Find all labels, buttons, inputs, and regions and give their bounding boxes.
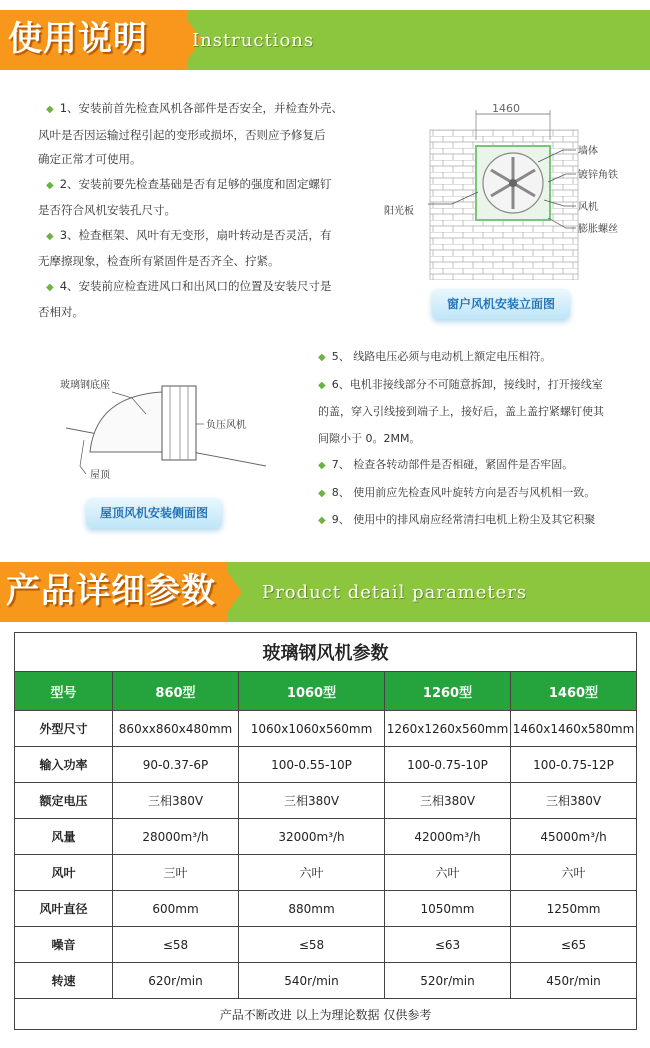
table-cell: 32000m³/h xyxy=(239,819,385,855)
table-row xyxy=(15,783,637,819)
instruction-item xyxy=(318,507,648,535)
instruction-line: 确定正常才可使用。 xyxy=(38,152,142,166)
header-cell: 1060型 xyxy=(239,672,385,711)
diamond-bullet-icon: ◆ xyxy=(318,487,326,499)
table-title-row xyxy=(15,633,637,672)
instruction-line: 4、安装前应检查进风口和出风口的位置及安装尺寸是 xyxy=(59,278,332,293)
label-base: 玻璃钢底座 xyxy=(60,380,110,391)
table-row xyxy=(15,711,637,747)
fan-hood-shape xyxy=(90,392,162,452)
table-cell: 三相380V xyxy=(511,783,637,819)
instruction-item xyxy=(318,372,648,453)
label-wall: 墙体 xyxy=(578,146,598,157)
table-cell: 三叶 xyxy=(113,855,239,891)
instruction-line: 5、 线路电压必须与电动机上额定电压相符。 xyxy=(331,350,552,363)
window-diagram-caption: 窗户风机安装立面图 xyxy=(432,289,570,319)
label-sunshade: 阳光板 xyxy=(384,206,414,217)
table-cell: 860xx860x480mm xyxy=(113,711,239,747)
table-row xyxy=(15,747,637,783)
row-label-cell: 风叶 xyxy=(15,855,113,891)
instruction-line: 1、安装前首先检查风机各部件是否安全，并检查外壳、 xyxy=(59,101,344,115)
table-cell: 600mm xyxy=(113,891,239,927)
label-bolt: 膨胀螺丝 xyxy=(578,224,618,235)
label-roof-fan: 负压风机 xyxy=(206,420,246,431)
table-cell: 520r/min xyxy=(385,963,511,999)
instructions-banner xyxy=(0,10,650,70)
table-row xyxy=(15,855,637,891)
table-cell: 1250mm xyxy=(511,891,637,927)
params-table xyxy=(14,632,637,1030)
row-label-cell: 外型尺寸 xyxy=(15,711,113,747)
instruction-line: 6、电机非接线部分不可随意拆卸，接线时，打开接线室 xyxy=(331,377,603,391)
instruction-line: 是否符合风机安装孔尺寸。 xyxy=(38,203,176,217)
instruction-line: 无摩擦现象，检查所有紧固件是否齐全、拧紧。 xyxy=(38,254,280,268)
table-cell: 1260x1260x560mm xyxy=(385,711,511,747)
window-fan-diagram xyxy=(378,100,640,280)
diamond-bullet-icon: ◆ xyxy=(46,230,54,242)
roof-fan-body xyxy=(162,386,196,460)
params-title-en: Product detail parameters xyxy=(262,582,528,603)
instruction-item xyxy=(38,274,368,325)
instruction-item xyxy=(318,344,648,372)
banner-notch-shape xyxy=(220,562,250,622)
table-footnote: 产品不断改进 以上为理论数据 仅供参考 xyxy=(15,999,637,1030)
header-cell: 1460型 xyxy=(511,672,637,711)
diamond-bullet-icon: ◆ xyxy=(318,352,326,363)
table-body xyxy=(15,711,637,999)
roof-diagram-caption: 屋顶风机安装侧面图 xyxy=(86,498,222,528)
table-cell: 100-0.75-12P xyxy=(511,747,637,783)
table-cell: 45000m³/h xyxy=(511,819,637,855)
table-cell: 450r/min xyxy=(511,963,637,999)
table-row xyxy=(15,927,637,963)
diamond-bullet-icon: ◆ xyxy=(318,515,326,526)
params-title-cn: 产品详细参数 xyxy=(6,571,216,611)
instruction-item xyxy=(318,452,648,480)
diamond-bullet-icon: ◆ xyxy=(46,281,54,293)
table-cell: 三相380V xyxy=(239,783,385,819)
table-cell: ≤65 xyxy=(511,927,637,963)
row-label-cell: 风量 xyxy=(15,819,113,855)
row-label-cell: 额定电压 xyxy=(15,783,113,819)
header-cell: 1260型 xyxy=(385,672,511,711)
table-cell: 六叶 xyxy=(385,855,511,891)
instruction-line: 9、 使用中的排风扇应经常清扫电机上粉尘及其它积聚 xyxy=(331,513,596,526)
table-cell: 100-0.55-10P xyxy=(239,747,385,783)
row-label-cell: 转速 xyxy=(15,963,113,999)
table-cell: 1050mm xyxy=(385,891,511,927)
diamond-bullet-icon: ◆ xyxy=(46,104,54,115)
diamond-bullet-icon: ◆ xyxy=(318,460,326,471)
diamond-bullet-icon: ◆ xyxy=(318,379,326,391)
row-label-cell: 风叶直径 xyxy=(15,891,113,927)
table-cell: 1060x1060x560mm xyxy=(239,711,385,747)
dimension-label: 1460 xyxy=(492,102,520,115)
table-row xyxy=(15,963,637,999)
instructions-title-cn: 使用说明 xyxy=(8,19,148,59)
diamond-bullet-icon: ◆ xyxy=(46,179,54,191)
table-cell: 六叶 xyxy=(239,855,385,891)
table-footnote-row xyxy=(15,999,637,1030)
table-cell: 六叶 xyxy=(511,855,637,891)
instruction-line: 8、 使用前应先检查风叶旋转方向是否与风机相一致。 xyxy=(331,485,596,499)
label-angle-iron: 镀锌角铁 xyxy=(578,170,618,181)
params-banner xyxy=(0,562,650,622)
table-cell: ≤63 xyxy=(385,927,511,963)
instructions-right xyxy=(318,344,648,535)
instruction-line: 风叶是否因运输过程引起的变形或损坏，否则应予修复后 xyxy=(38,127,326,142)
instruction-line: 7、 检查各转动部件是否相碰，紧固件是否牢固。 xyxy=(331,458,574,471)
instruction-item xyxy=(38,223,368,274)
table-title: 玻璃钢风机参数 xyxy=(15,633,637,672)
header-cell: 型号 xyxy=(15,672,113,711)
table-cell: ≤58 xyxy=(113,927,239,963)
instruction-line: 2、安装前要先检查基础是否有足够的强度和固定螺钉 xyxy=(59,176,332,191)
instruction-line: 的盖，穿入引线接到端子上，接好后，盖上盖拧紧螺钉使其 xyxy=(318,405,604,418)
instructions-left xyxy=(38,96,368,325)
table-cell: 1460x1460x580mm xyxy=(511,711,637,747)
table-cell: 90-0.37-6P xyxy=(113,747,239,783)
instruction-line: 3、检查框架、风叶有无变形，扇叶转动是否灵活，有 xyxy=(59,227,332,242)
table-header-row xyxy=(15,672,637,711)
table-cell: 三相380V xyxy=(113,783,239,819)
instruction-line: 间隙小于 0。2MM。 xyxy=(318,431,421,445)
row-label-cell: 输入功率 xyxy=(15,747,113,783)
table-cell: 100-0.75-10P xyxy=(385,747,511,783)
table-cell: 42000m³/h xyxy=(385,819,511,855)
instructions-title-en: Instructions xyxy=(192,30,315,51)
label-fan: 风机 xyxy=(578,202,598,213)
label-roof: 屋顶 xyxy=(90,470,110,481)
table-cell: 三相380V xyxy=(385,783,511,819)
table-cell: 880mm xyxy=(239,891,385,927)
table-cell: ≤58 xyxy=(239,927,385,963)
instruction-item xyxy=(318,480,648,508)
table-row xyxy=(15,891,637,927)
instruction-line: 否相对。 xyxy=(38,305,84,319)
roof-fan-diagram xyxy=(56,374,270,484)
header-cell: 860型 xyxy=(113,672,239,711)
instruction-item xyxy=(38,96,368,172)
row-label-cell: 噪音 xyxy=(15,927,113,963)
table-row xyxy=(15,819,637,855)
table-cell: 540r/min xyxy=(239,963,385,999)
table-cell: 28000m³/h xyxy=(113,819,239,855)
instruction-item xyxy=(38,172,368,223)
table-cell: 620r/min xyxy=(113,963,239,999)
